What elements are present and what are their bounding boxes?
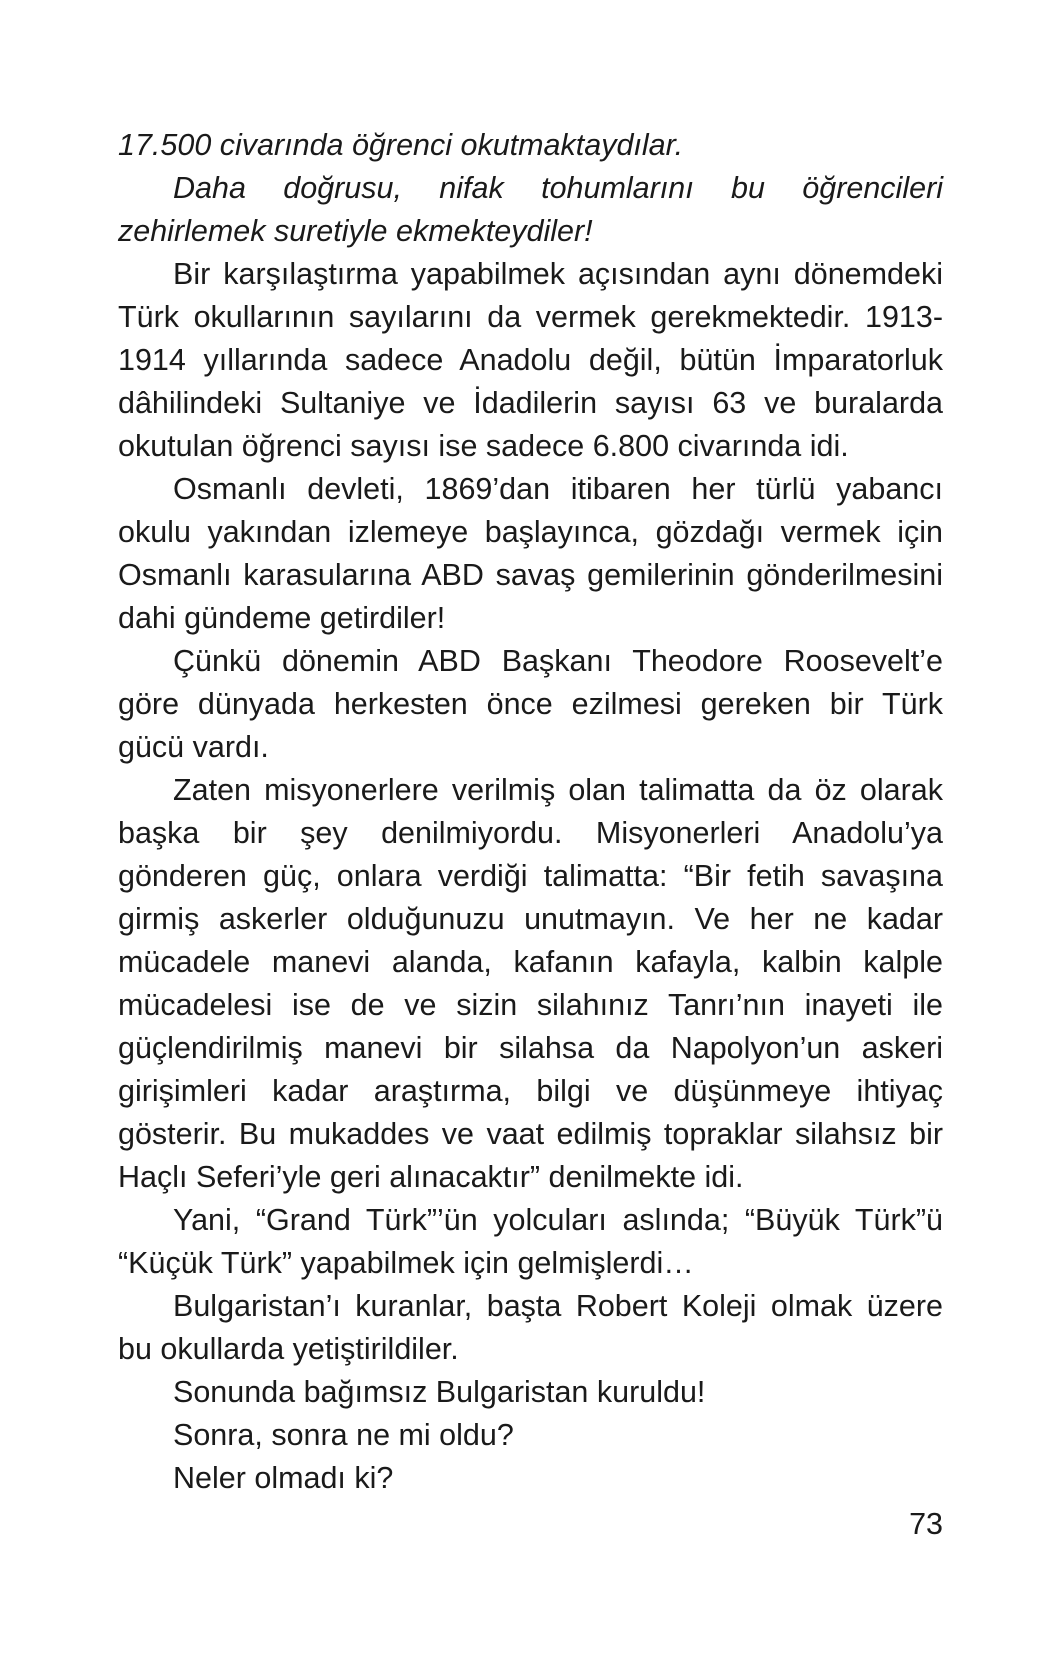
paragraph-karsilastirma: Bir karşılaştırma yapabilmek açısından aynı dönemdeki Türk okullarının sayılarını da vermek gerekmektedir. 1913-1914 yıllarında sadece Anadolu değil, bütün İmparatorluk dâhilindeki Sultaniye ve İdadilerin sayısı 63 ve buralarda okutulan öğrenci sayısı ise sadece 6.800 civarında idi. xyxy=(118,257,943,463)
paragraph-grand-turk: Yani, “Grand Türk”’ün yolcuları aslında; “Büyük Türk”ü “Küçük Türk” yapabilmek için gelmişlerdi… xyxy=(118,1203,943,1280)
paragraph-bulgaristan: Bulgaristan’ı kuranlar, başta Robert Koleji olmak üzere bu okullarda yetiştirildiler. xyxy=(118,1289,943,1366)
paragraph-talimat: Zaten misyonerlere verilmiş olan talimatta da öz olarak başka bir şey denilmiyordu. Misyonerleri Anadolu’ya gönderen güç, onlara verdiği talimatta: “Bir fetih savaşına girmiş askerler olduğunuzu unutmayın. Ve her ne kadar mücadele manevi alanda, kafanın kafayla, kalbin kalple mücadelesi ise de ve sizin silahınız Tanrı’nın inayeti ile güçlendirilmiş manevi bir silahsa da Napolyon’un askeri girişimleri kadar araştırma, bilgi ve düşünmeye ihtiyaç gösterir. Bu mukaddes ve vaat edilmiş topraklar silahsız bir Haçlı Seferi’yle geri alınacaktır” denilmekte idi. xyxy=(118,773,943,1194)
paragraph-nifak: Daha doğrusu, nifak tohumlarını bu öğrencileri zehirlemek suretiyle ekmekteydiler! xyxy=(118,171,943,248)
paragraph-bagimsiz: Sonunda bağımsız Bulgaristan kuruldu! xyxy=(173,1375,706,1409)
page-number: 73 xyxy=(909,1507,943,1541)
paragraph-continuation: 17.500 civarında öğrenci okutmaktaydılar. xyxy=(118,128,684,162)
paragraph-sonra: Sonra, sonra ne mi oldu? xyxy=(173,1418,514,1452)
paragraph-roosevelt: Çünkü dönemin ABD Başkanı Theodore Roosevelt’e göre dünyada herkesten önce ezilmesi gereken bir Türk gücü vardı. xyxy=(118,644,943,764)
paragraph-neler: Neler olmadı ki? xyxy=(173,1461,394,1495)
page-body xyxy=(118,124,943,1500)
paragraph-osmanli-devleti: Osmanlı devleti, 1869’dan itibaren her türlü yabancı okulu yakından izlemeye başlayınca, gözdağı vermek için Osmanlı karasularına ABD savaş gemilerinin gönderilmesini dahi gündeme getirdiler! xyxy=(118,472,943,635)
